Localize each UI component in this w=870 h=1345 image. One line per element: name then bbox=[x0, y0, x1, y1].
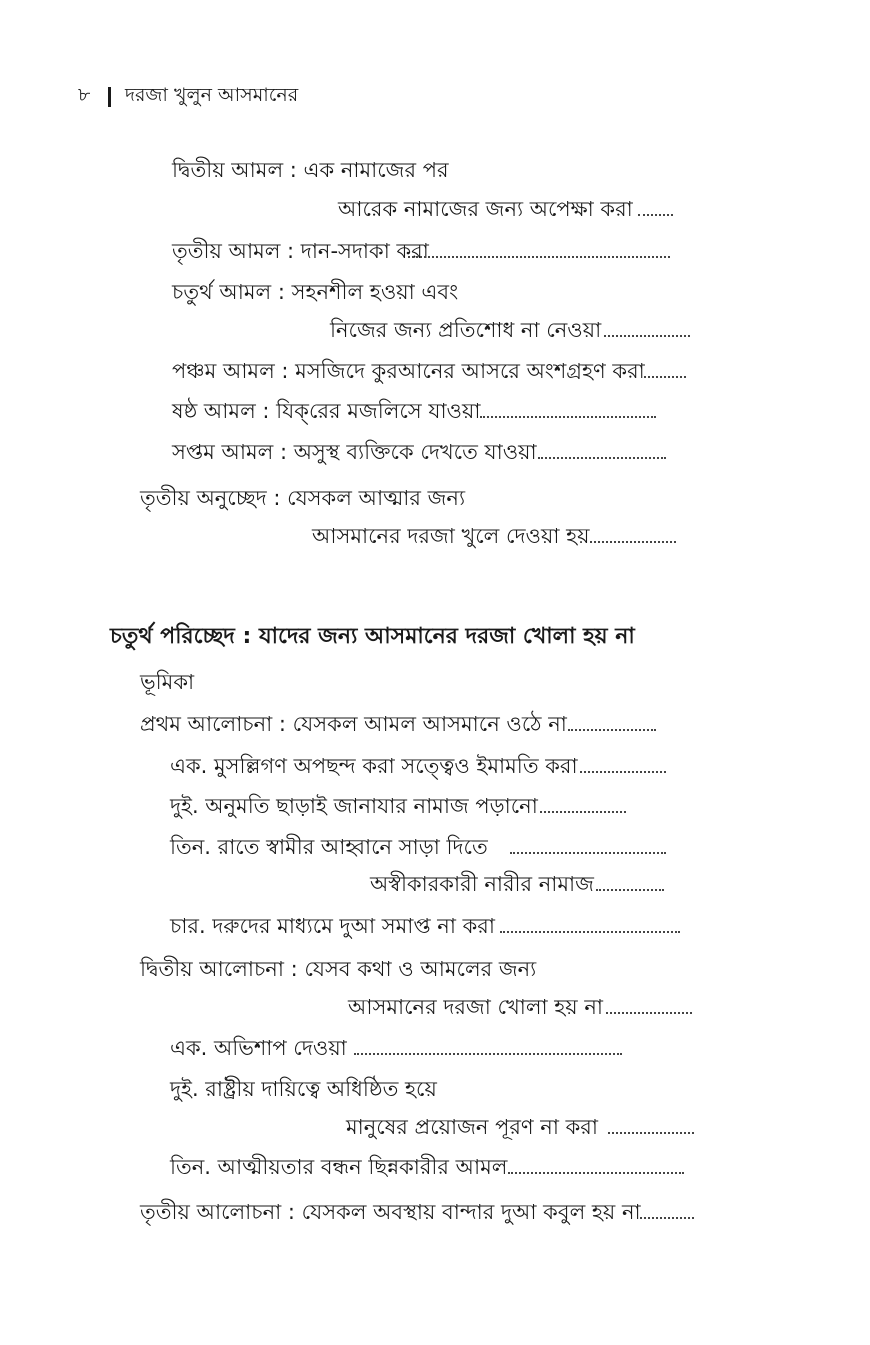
dot-leader bbox=[638, 212, 673, 216]
dot-leader bbox=[508, 1170, 684, 1174]
toc-entry-text: সপ্তম আমল : অসুস্থ ব্যক্তিকে দেখতে যাওয়া bbox=[172, 440, 537, 464]
dot-leader bbox=[604, 333, 690, 337]
toc-entry-text: নিজের জন্য প্রতিশোধ না নেওয়া bbox=[330, 318, 602, 342]
dot-leader bbox=[644, 374, 686, 378]
toc-entry-text: আসমানের দরজা খুলে দেওয়া হয় bbox=[312, 524, 590, 548]
toc-entry-text: তৃতীয় আমল : দান-সদাকা করা bbox=[172, 239, 429, 263]
running-header bbox=[78, 84, 298, 110]
toc-entry-text: আসমানের দরজা খোলা হয় না bbox=[348, 995, 603, 1019]
toc-entry-text: তৃতীয় আলোচনা : যেসকল অবস্থায় বান্দার দুআ কবুল হয় না bbox=[140, 1200, 641, 1224]
dot-leader bbox=[500, 929, 680, 933]
toc-entry-text: দুই. অনুমতি ছাড়াই জানাযার নামাজ পড়ানো bbox=[170, 794, 538, 818]
book-title: দরজা খুলুন আসমানের bbox=[125, 84, 299, 106]
dot-leader bbox=[480, 414, 656, 418]
dot-leader bbox=[606, 1010, 692, 1014]
toc-entry-text: তৃতীয় অনুচ্ছেদ : যেসকল আত্মার জন্য bbox=[140, 486, 466, 510]
dot-leader bbox=[354, 1051, 622, 1055]
toc-entry-text: আরেক নামাজের জন্য অপেক্ষা করা bbox=[338, 197, 633, 221]
toc-entry-text: দ্বিতীয় আমল : এক নামাজের পর bbox=[172, 158, 449, 182]
toc-entry-text: প্রথম আলোচনা : যেসকল আমল আসমানে ওঠে না bbox=[140, 712, 567, 736]
toc-entry-text: অস্বীকারকারী নারীর নামাজ bbox=[370, 872, 594, 896]
toc-entry-text: তিন. রাতে স্বামীর আহ্বানে সাড়া দিতে bbox=[170, 835, 488, 859]
dot-leader bbox=[568, 727, 656, 731]
header-divider bbox=[108, 87, 111, 107]
dot-leader bbox=[640, 1215, 694, 1219]
toc-entry-text: চতুর্থ আমল : সহনশীল হওয়া এবং bbox=[172, 280, 459, 304]
toc-entry-text: পঞ্চম আমল : মসজিদে কুরআনের আসরে অংশগ্রহণ করা bbox=[172, 359, 645, 383]
toc-entry-text: দুই. রাষ্ট্রীয় দায়িত্বে অধিষ্ঠিত হয়ে bbox=[170, 1077, 437, 1101]
dot-leader bbox=[608, 1130, 694, 1134]
dot-leader bbox=[580, 769, 666, 773]
page-number: ৮ bbox=[78, 84, 91, 106]
chapter-4-heading: চতুর্থ পরিচ্ছেদ : যাদের জন্য আসমানের দরজা খোলা হয় না bbox=[110, 624, 635, 649]
dot-leader bbox=[540, 809, 626, 813]
toc-entry-text: দ্বিতীয় আলোচনা : যেসব কথা ও আমলের জন্য bbox=[140, 957, 537, 981]
toc-entry-text: চার. দরুদের মাধ্যমে দুআ সমাপ্ত না করা bbox=[170, 914, 495, 938]
dot-leader bbox=[590, 539, 676, 543]
dot-leader bbox=[510, 850, 666, 854]
dot-leader bbox=[408, 254, 670, 258]
toc-entry-text: মানুষের প্রয়োজন পূরণ না করা bbox=[346, 1115, 598, 1139]
dot-leader bbox=[596, 887, 664, 891]
toc-entry-text: এক. অভিশাপ দেওয়া bbox=[170, 1036, 347, 1060]
toc-entry-text: এক. মুসল্লিগণ অপছন্দ করা সত্ত্বেও ইমামতি করা bbox=[170, 754, 578, 778]
toc-entry-text: তিন. আত্মীয়তার বন্ধন ছিন্নকারীর আমল bbox=[170, 1155, 508, 1179]
toc-entry-text: ষষ্ঠ আমল : যিক্‌রের মজলিসে যাওয়া bbox=[172, 399, 481, 423]
toc-intro: ভূমিকা bbox=[140, 670, 195, 694]
dot-leader bbox=[538, 455, 666, 459]
